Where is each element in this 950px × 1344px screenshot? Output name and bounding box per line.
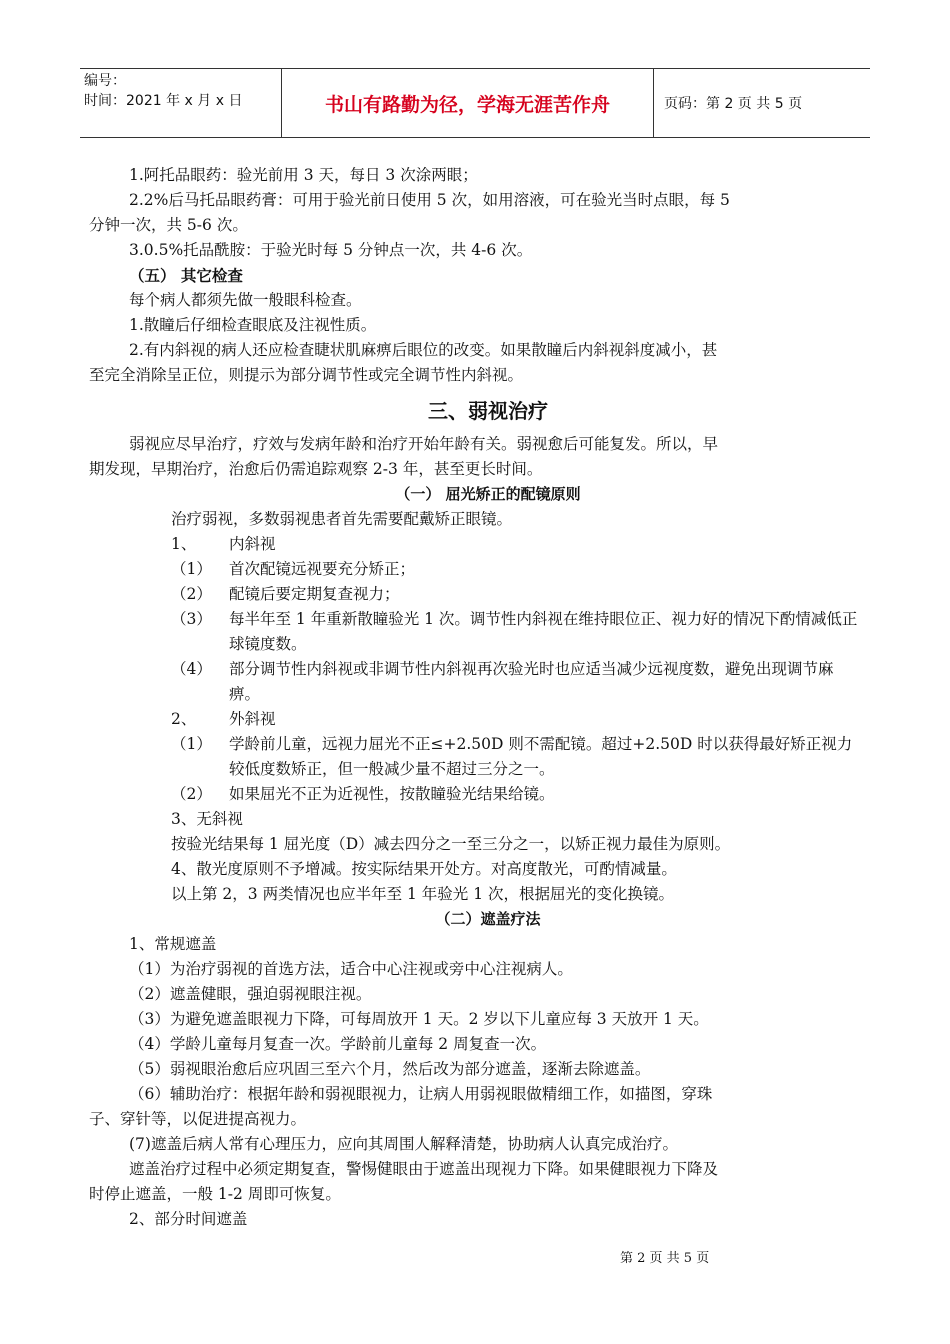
list-item [113,532,863,557]
list-number: （2） [171,585,212,603]
paragraph: 4、散光度原则不予增减。按实际结果开处方。对高度散光，可酌情减量。 [171,860,677,878]
paragraph: （6）辅助治疗：根据年龄和弱视眼视力，让病人用弱视眼做精细工作，如描图，穿珠 [129,1085,713,1103]
list-number: （3） [171,610,212,628]
list-text: 首次配镜远视要充分矫正； [229,560,416,578]
paragraph: 按验光结果每 1 屈光度（D）减去四分之一至三分之一，以矫正视力最佳为原则。 [171,835,731,853]
list-number: 1、 [171,535,197,553]
list-number: （1） [171,560,212,578]
list-text: 内斜视 [229,535,276,553]
paragraph: 3、无斜视 [171,810,243,828]
list-text: 配镜后要定期复查视力； [229,585,400,603]
header-motto: 书山有路勤为径，学海无涯苦作舟 [282,69,654,137]
list-item [113,607,863,657]
subsection-title: （二）遮盖疗法 [435,910,541,928]
header-meta [80,69,282,137]
list-text: 部分调节性内斜视或非调节性内斜视再次验光时也应适当减少远视度数，避免出现调节麻痹。 [229,660,834,703]
paragraph: 时停止遮盖，一般 1-2 周即可恢复。 [89,1185,341,1203]
list-item [113,732,863,782]
list-text: 外斜视 [229,710,276,728]
list-number: （2） [171,785,212,803]
list-text: 每半年至 1 年重新散瞳验光 1 次。调节性内斜视在维持眼位正、视力好的情况下酌情减低正球镜度数。 [229,610,858,653]
list-item [113,657,863,707]
list-item [113,782,863,807]
list-number: 2、 [171,710,197,728]
header-date-label: 时间：2021 年 x 月 x 日 [84,93,243,109]
paragraph: （5）弱视眼治愈后应巩固三至六个月，然后改为部分遮盖，逐渐去除遮盖。 [129,1060,651,1078]
subsection-title: （一） 屈光矫正的配镜原则 [395,485,581,503]
paragraph: 治疗弱视，多数弱视患者首先需要配戴矫正眼镜。 [171,510,513,528]
paragraph: 2.有内斜视的病人还应检查睫状肌麻痹后眼位的改变。如果散瞳后内斜视斜度减小，甚 [129,341,718,359]
paragraph: 2、部分时间遮盖 [129,1210,248,1228]
list-text: 学龄前儿童，远视力屈光不正≤+2.50D 则不需配镜。超过+2.50D 时以获得最好矫正视力较低度数矫正，但一般减少量不超过三分之一。 [229,735,853,778]
page-footer: 第 2 页 共 5 页 [620,1251,710,1266]
list-text: 如果屈光不正为近视性，按散瞳验光结果给镜。 [229,785,555,803]
paragraph: 分钟一次，共 5-6 次。 [89,216,248,234]
list-number: （4） [171,660,212,678]
paragraph: （3）为避免遮盖眼视力下降，可每周放开 1 天。2 岁以下儿童应每 3 天放开 1 天。 [129,1010,709,1028]
paragraph: 弱视应尽早治疗，疗效与发病年龄和治疗开始年龄有关。弱视愈后可能复发。所以，早 [129,435,719,453]
paragraph: 期发现，早期治疗，治愈后仍需追踪观察 2-3 年，甚至更长时间。 [89,460,543,478]
page-header [80,68,870,138]
list-item [113,582,863,607]
paragraph: 至完全消除呈正位，则提示为部分调节性或完全调节性内斜视。 [89,366,524,384]
paragraph: (7)遮盖后病人常有心理压力，应向其周围人解释清楚，协助病人认真完成治疗。 [129,1135,678,1153]
paragraph: （1）为治疗弱视的首选方法，适合中心注视或旁中心注视病人。 [129,960,573,978]
list-item [113,707,863,732]
paragraph: （4）学龄儿童每月复查一次。学龄前儿童每 2 周复查一次。 [129,1035,547,1053]
paragraph: 2.2%后马托品眼药膏：可用于验光前日使用 5 次，如用溶液，可在验光当时点眼，每 5 [129,191,730,209]
section-title: 三、弱视治疗 [428,399,548,423]
paragraph: 以上第 2，3 两类情况也应半年至 1 年验光 1 次，根据屈光的变化换镜。 [171,885,675,903]
paragraph: 1.阿托品眼药：验光前用 3 天，每日 3 次涂两眼； [129,166,478,184]
subsection-heading: （五） 其它检查 [129,266,243,285]
document-body [89,163,863,1232]
paragraph: 1.散瞳后仔细检查眼底及注视性质。 [129,316,377,334]
paragraph: 子、穿针等，以促进提高视力。 [89,1110,307,1128]
paragraph: 遮盖治疗过程中必须定期复查，警惕健眼由于遮盖出现视力下降。如果健眼视力下降及 [129,1160,719,1178]
header-page-label: 页码：第 2 页 共 5 页 [664,96,803,112]
paragraph: 3.0.5%托品酰胺：于验光时每 5 分钟点一次，共 4-6 次。 [129,241,533,259]
header-id-label: 编号： [84,73,126,89]
paragraph: 1、常规遮盖 [129,935,217,953]
list-item [113,557,863,582]
paragraph: 每个病人都须先做一般眼科检查。 [129,291,362,309]
paragraph: （2）遮盖健眼，强迫弱视眼注视。 [129,985,372,1003]
list-number: （1） [171,735,212,753]
